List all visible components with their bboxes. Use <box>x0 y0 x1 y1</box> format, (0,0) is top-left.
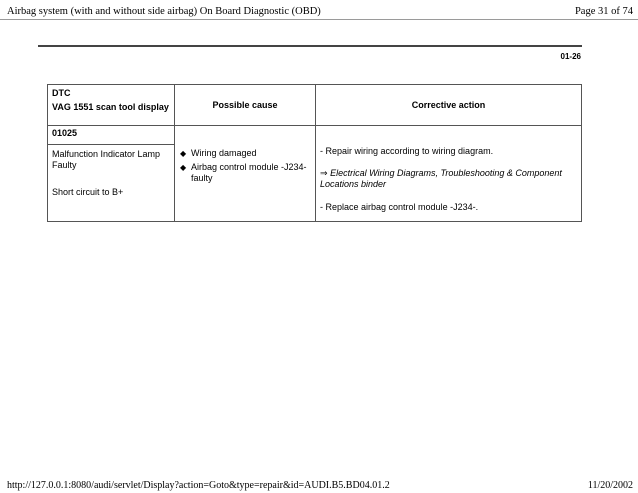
page-header <box>0 0 638 20</box>
reference-text: Electrical Wiring Diagrams, Troubleshooting & Component Locations binder <box>320 168 562 189</box>
fault-detail: Short circuit to B+ <box>52 187 124 197</box>
header-divider <box>0 19 638 20</box>
page-number: Page 31 of 74 <box>574 6 633 17</box>
section-rule <box>38 45 582 47</box>
diamond-bullet-icon: ◆ <box>180 149 187 158</box>
section-code: 01-26 <box>560 52 581 61</box>
fault-description: Malfunction Indicator Lamp Faulty <box>52 149 161 170</box>
cause-text: Airbag control module -J234- faulty <box>191 162 307 183</box>
code-row <box>48 126 582 145</box>
page-footer <box>0 478 638 493</box>
document-title: Airbag system (with and without side airbag) On Board Diagnostic (OBD) <box>7 6 321 17</box>
dtc-label: DTC <box>52 88 71 98</box>
cause-text: Wiring damaged <box>191 148 257 158</box>
wiring-diagram-reference[interactable] <box>320 168 577 190</box>
print-date: 11/20/2002 <box>587 480 633 491</box>
scan-tool-display-header: VAG 1551 scan tool display <box>52 102 169 112</box>
diagnostic-table <box>47 84 582 222</box>
source-url: http://127.0.0.1:8080/audi/servlet/Display?action=Goto&type=repair&id=AUDI.B5.BD04.01.2 <box>7 480 390 491</box>
fault-code: 01025 <box>48 126 175 145</box>
cause-list <box>179 148 311 184</box>
possible-cause-header: Possible cause <box>175 85 316 126</box>
header-cell-display <box>48 85 175 126</box>
possible-cause-cell <box>175 126 316 222</box>
corrective-action-header: Corrective action <box>316 85 582 126</box>
replace-module-action: - Replace airbag control module -J234-. <box>320 202 479 212</box>
repair-wiring-action: - Repair wiring according to wiring diagram. <box>320 146 494 156</box>
list-item <box>179 162 311 184</box>
reference-arrow-icon: ⇒ <box>320 168 328 178</box>
list-item <box>179 148 311 159</box>
diamond-bullet-icon: ◆ <box>180 163 187 172</box>
table-header-row <box>48 85 582 126</box>
corrective-action-cell <box>316 126 582 222</box>
fault-description-cell <box>48 145 175 222</box>
